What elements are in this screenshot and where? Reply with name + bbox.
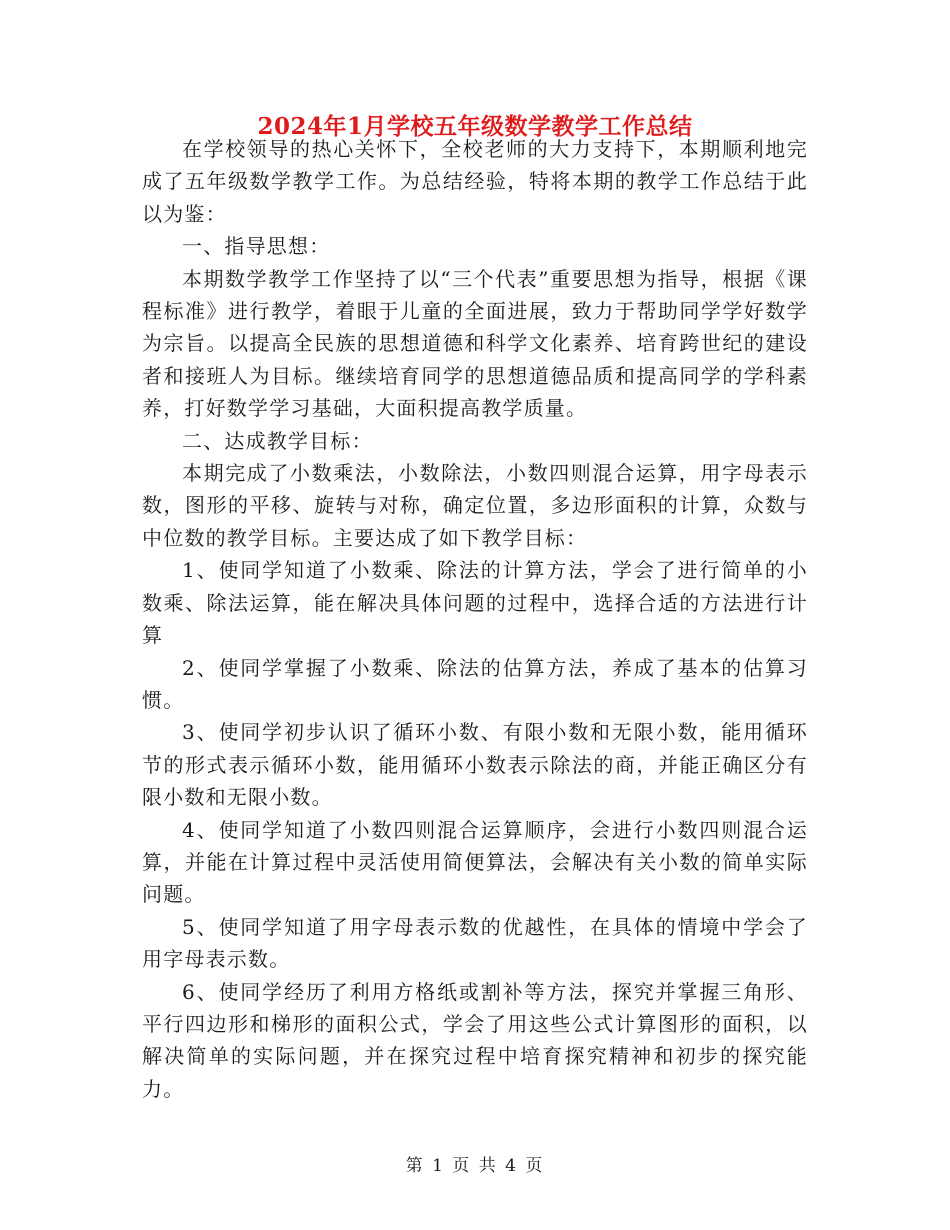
section-heading-guiding-thought: 一、指导思想： xyxy=(182,234,331,259)
list-item-goal-6: 6、使同学经历了利用方格纸或割补等方法，探究并掌握三角形、平行四边形和梯形的面积公式，学会了用这些公式计算图形的面积，以解决简单的实际问题，并在探究过程中培育探究精神和初步的探究能力。 xyxy=(142,979,808,1101)
list-item-goal-4: 4、使同学知道了小数四则混合运算顺序，会进行小数四则混合运算，并能在计算过程中灵活使用简便算法，会解决有关小数的简单实际问题。 xyxy=(142,817,808,907)
list-item-goal-1: 1、使同学知道了小数乘、除法的计算方法，学会了进行简单的小数乘、除法运算，能在解决具体问题的过程中，选择合适的方法进行计算 xyxy=(142,558,808,648)
list-item-goal-5: 5、使同学知道了用字母表示数的优越性，在具体的情境中学会了用字母表示数。 xyxy=(142,914,808,972)
document-body xyxy=(142,133,808,1105)
paragraph-guiding-thought: 本期数学教学工作坚持了以“三个代表”重要思想为指导，根据《课程标准》进行教学，着眼于儿童的全面进展，致力于帮助同学学好数学为宗旨。以提高全民族的思想道德和科学文化素养、培育跨世纪的建设者和接班人为目标。继续培育同学的思想道德品质和提高同学的学科素养，打好数学学习基础，大面积提高教学质量。 xyxy=(142,266,808,421)
section-heading-teaching-goals: 二、达成教学目标： xyxy=(182,428,373,453)
document-title: 2024年1月学校五年级数学教学工作总结 xyxy=(257,113,693,140)
list-item-goal-3: 3、使同学初步认识了循环小数、有限小数和无限小数，能用循环节的形式表示循环小数，能用循环小数表示除法的商，并能正确区分有限小数和无限小数。 xyxy=(142,720,808,810)
paragraph-teaching-goals: 本期完成了小数乘法，小数除法，小数四则混合运算，用字母表示数，图形的平移、旋转与对称，确定位置，多边形面积的计算，众数与中位数的教学目标。主要达成了如下教学目标： xyxy=(142,461,808,550)
list-item-goal-2: 2、使同学掌握了小数乘、除法的估算方法，养成了基本的估算习惯。 xyxy=(142,655,808,712)
paragraph-intro: 在学校领导的热心关怀下，全校老师的大力支持下，本期顺利地完成了五年级数学教学工作。为总结经验，特将本期的教学工作总结于此以为鉴： xyxy=(142,137,808,226)
page-number-footer: 第 1 页 共 4 页 xyxy=(405,1156,545,1176)
